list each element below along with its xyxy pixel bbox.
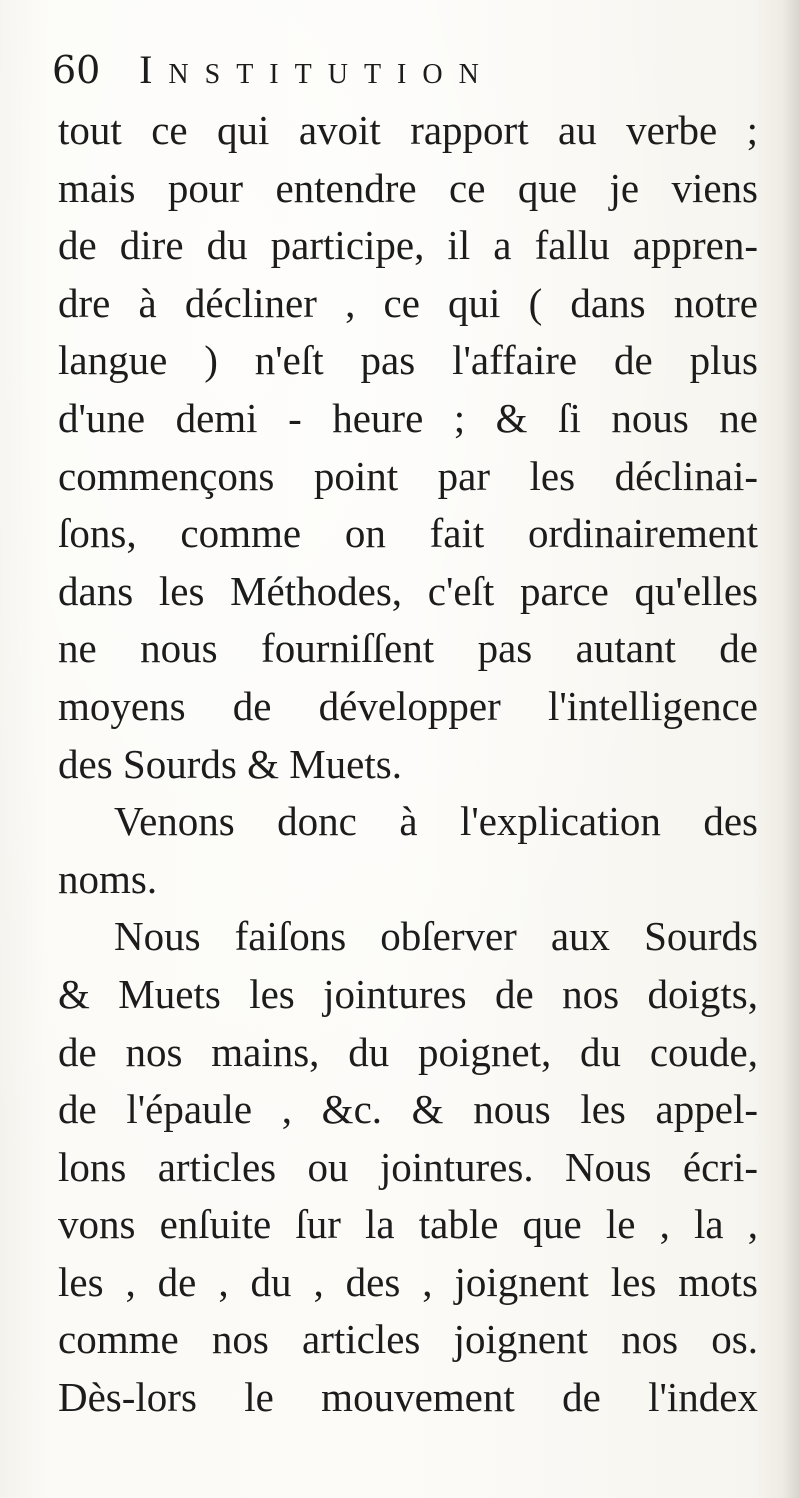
paragraph-start-line: Venons donc à l'explication des [114, 798, 758, 845]
text-line: dre à décliner , ce qui ( dans notre [58, 279, 758, 326]
text-line: mais pour entendre ce que je viens [58, 164, 758, 211]
text-line: tout ce qui avoit rapport au verbe ; [58, 107, 758, 153]
text-line: langue ) n'eſt pas l'affaire de plus [58, 337, 758, 384]
text-line: des Sourds & Muets. [58, 740, 402, 787]
text-line: moyens de développer l'intelligence [58, 682, 758, 729]
text-line: d'une demi - heure ; & ſi nous ne [58, 394, 758, 441]
text-line: commençons point par les déclinai- [58, 452, 758, 499]
page-edge-shadow [782, 0, 800, 1498]
page-header [52, 40, 752, 100]
text-line: ne nous fourniſſent pas autant de [58, 625, 758, 672]
text-line: dans les Méthodes, c'eſt parce qu'elles [58, 567, 758, 614]
text-line: de nos mains, du poignet, du coude, [58, 1028, 758, 1075]
running-title: Institution [139, 47, 495, 92]
text-line: vons enſuite ſur la table que le , la , [58, 1201, 758, 1248]
text-line: & Muets les jointures de nos doigts, [58, 970, 758, 1017]
text-line: les , de , du , des , joignent les mots [58, 1258, 758, 1305]
text-line: de dire du participe, il a fallu appren- [58, 222, 758, 269]
body-text [58, 102, 758, 1427]
text-line: noms. [58, 855, 158, 902]
text-line: lons articles ou jointures. Nous écri- [58, 1143, 758, 1190]
text-line: comme nos articles joignent nos os. [58, 1316, 758, 1363]
paragraph-start-line: Nous faiſons obſerver aux Sourds [114, 913, 758, 960]
text-line: ſons, comme on fait ordinairement [58, 510, 758, 557]
page-number: 60 [52, 48, 101, 92]
text-line: de l'épaule , &c. & nous les appel- [58, 1086, 758, 1133]
text-line: Dès-lors le mouvement de l'index [58, 1374, 758, 1421]
